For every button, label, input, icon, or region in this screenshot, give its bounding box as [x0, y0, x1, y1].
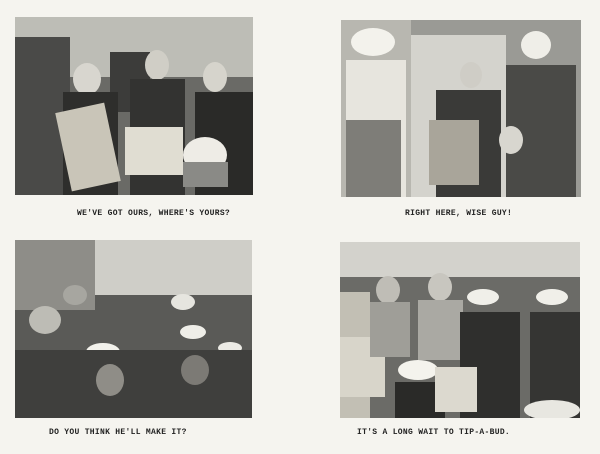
photo-caption: WE'VE GOT OURS, WHERE'S YOURS?	[77, 209, 231, 218]
photo-sailors-with-boxes	[15, 17, 253, 195]
photo-caption: IT'S A LONG WAIT TO TIP-A-BUD.	[357, 428, 511, 437]
photo-sailors-at-doorway	[341, 20, 581, 197]
photo-caption: DO YOU THINK HE'LL MAKE IT?	[49, 428, 187, 437]
photo-sailors-waiting	[340, 242, 580, 418]
photo-sailors-watching	[15, 240, 252, 418]
photo-caption: RIGHT HERE, WISE GUY!	[405, 209, 513, 218]
